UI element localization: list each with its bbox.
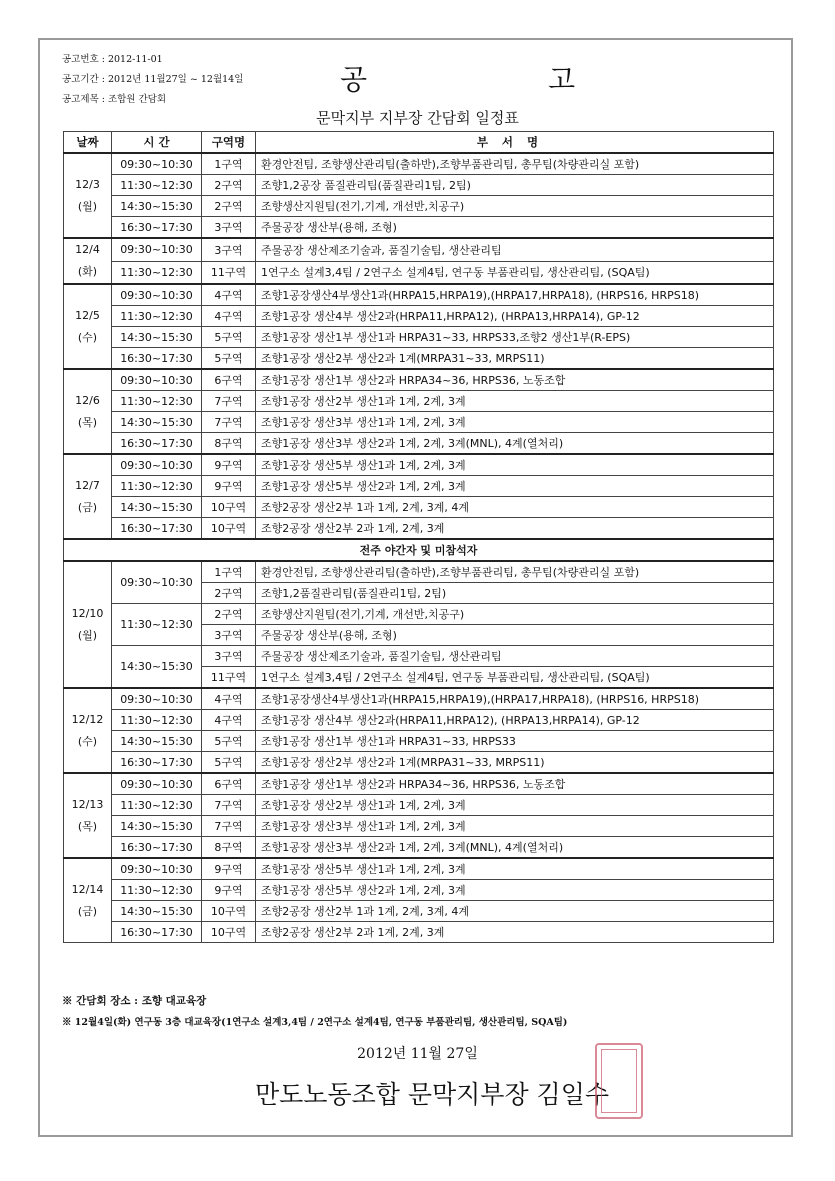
notice-meta [62,50,243,110]
time-cell: 09:30~10:30 [112,369,202,391]
time-cell: 16:30~17:30 [112,217,202,239]
zone-cell: 4구역 [202,710,256,731]
zone-cell: 8구역 [202,433,256,455]
header-zone: 구역명 [202,132,256,154]
time-cell: 11:30~12:30 [112,710,202,731]
table-row [64,284,774,306]
table-row [64,773,774,795]
notice-number: 공고번호 : 2012-11-01 [62,54,163,65]
dept-cell: 조향1공장 생산3부 생산2과 1계, 2계, 3계(MNL), 4계(열처리) [256,433,774,455]
time-cell: 09:30~10:30 [112,561,202,604]
zone-cell: 3구역 [202,646,256,667]
date-cell: 12/14 (금) [64,858,112,943]
zone-cell: 10구역 [202,497,256,518]
zone-cell: 4구역 [202,284,256,306]
zone-cell: 4구역 [202,306,256,327]
dept-cell: 1연구소 설계3,4팀 / 2연구소 설계4팀, 연구동 부품관리팀, 생산관리팀, (SQA팀) [256,667,774,689]
time-cell: 14:30~15:30 [112,646,202,689]
header-dept: 부서명 [256,132,774,154]
time-cell: 11:30~12:30 [112,795,202,816]
dept-cell: 조향1공장생산4부생산1과(HRPA15,HRPA19),(HRPA17,HRPA18), (HRPS16, HRPS18) [256,284,774,306]
table-row [64,369,774,391]
zone-cell: 11구역 [202,667,256,689]
section-label: 전주 야간자 및 미참석자 [64,539,774,561]
schedule-table [63,131,774,943]
zone-cell: 10구역 [202,901,256,922]
zone-cell: 5구역 [202,752,256,774]
time-cell: 11:30~12:30 [112,880,202,901]
time-cell: 14:30~15:30 [112,901,202,922]
time-cell: 11:30~12:30 [112,476,202,497]
table-row [64,604,774,625]
table-row [64,306,774,327]
dept-cell: 조향1,2품질관리팀(품질관리1팀, 2팀) [256,583,774,604]
table-row [64,497,774,518]
table-row [64,731,774,752]
dept-cell: 조향1,2공장 품질관리팀(품질관리1팀, 2팀) [256,175,774,196]
zone-cell: 8구역 [202,837,256,859]
table-row [64,710,774,731]
time-cell: 16:30~17:30 [112,922,202,943]
date-cell: 12/5 (수) [64,284,112,369]
dept-cell: 조향1공장 생산4부 생산2과(HRPA11,HRPA12), (HRPA13,HRPA14), GP-12 [256,710,774,731]
date-cell: 12/6 (목) [64,369,112,454]
seal-stamp-icon [595,1043,643,1119]
time-cell: 16:30~17:30 [112,837,202,859]
time-cell: 16:30~17:30 [112,518,202,540]
time-cell: 14:30~15:30 [112,412,202,433]
issue-date: 2012년 11월 27일 [357,1046,478,1062]
table-row [64,688,774,710]
table-row [64,837,774,859]
dept-cell: 조향1공장 생산4부 생산2과(HRPA11,HRPA12), (HRPA13,HRPA14), GP-12 [256,306,774,327]
table-row [64,816,774,837]
table-row [64,795,774,816]
dept-cell: 조향2공장 생산2부 1과 1계, 2계, 3계, 4계 [256,901,774,922]
zone-cell: 9구역 [202,454,256,476]
date-cell: 12/4 (화) [64,238,112,284]
table-row [64,518,774,540]
table-row [64,412,774,433]
table-row [64,175,774,196]
table-row [64,238,774,261]
zone-cell: 9구역 [202,880,256,901]
date-cell: 12/13 (목) [64,773,112,858]
table-row [64,476,774,497]
table-row [64,196,774,217]
signature: 만도노동조합 문막지부장 김일수 [255,1080,609,1109]
dept-cell: 조향1공장 생산1부 생산2과 HRPA34~36, HRPS36, 노동조합 [256,369,774,391]
dept-cell: 조향1공장 생산3부 생산2과 1계, 2계, 3계(MNL), 4계(열처리) [256,837,774,859]
dept-cell: 조향1공장 생산2부 생산1과 1계, 2계, 3계 [256,795,774,816]
dept-cell: 조향2공장 생산2부 1과 1계, 2계, 3계, 4계 [256,497,774,518]
dept-cell: 조향1공장 생산1부 생산2과 HRPA34~36, HRPS36, 노동조합 [256,773,774,795]
dept-cell: 조향1공장 생산2부 생산2과 1계(MRPA31~33, MRPS11) [256,752,774,774]
table-row [64,391,774,412]
zone-cell: 9구역 [202,858,256,880]
time-cell: 16:30~17:30 [112,752,202,774]
zone-cell: 2구역 [202,175,256,196]
table-row [64,217,774,239]
time-cell: 11:30~12:30 [112,604,202,646]
exception-note: ※ 12월4일(화) 연구동 3층 대교육장(1연구소 설계3,4팀 / 2연구소 설계4팀, 연구동 부품관리팀, 생산관리팀, SQA팀) [62,1017,568,1028]
table-row [64,153,774,175]
zone-cell: 10구역 [202,518,256,540]
zone-cell: 6구역 [202,773,256,795]
dept-cell: 조향1공장 생산5부 생산1과 1계, 2계, 3계 [256,858,774,880]
dept-cell: 환경안전팀, 조향생산관리팀(출하반),조향부품관리팀, 총무팀(차량관리실 포함) [256,561,774,583]
dept-cell: 조향1공장 생산2부 생산1과 1계, 2계, 3계 [256,391,774,412]
dept-cell: 조향1공장생산4부생산1과(HRPA15,HRPA19),(HRPA17,HRPA18), (HRPS16, HRPS18) [256,688,774,710]
dept-cell: 조향1공장 생산5부 생산1과 1계, 2계, 3계 [256,454,774,476]
dept-cell: 조향생산지원팀(전기,기계, 개선반,치공구) [256,196,774,217]
schedule-subtitle: 문막지부 지부장 간담회 일정표 [316,109,519,127]
zone-cell: 2구역 [202,583,256,604]
dept-cell: 환경안전팀, 조향생산관리팀(출하반),조향부품관리팀, 총무팀(차량관리실 포함) [256,153,774,175]
zone-cell: 1구역 [202,561,256,583]
zone-cell: 7구역 [202,795,256,816]
dept-cell: 주물공장 생산부(용해, 조형) [256,217,774,239]
time-cell: 14:30~15:30 [112,816,202,837]
time-cell: 09:30~10:30 [112,858,202,880]
time-cell: 09:30~10:30 [112,153,202,175]
dept-cell: 조향1공장 생산5부 생산2과 1계, 2계, 3계 [256,880,774,901]
zone-cell: 3구역 [202,625,256,646]
header-time: 시 간 [112,132,202,154]
table-row [64,327,774,348]
time-cell: 09:30~10:30 [112,454,202,476]
zone-cell: 5구역 [202,731,256,752]
time-cell: 09:30~10:30 [112,688,202,710]
zone-cell: 5구역 [202,327,256,348]
dept-cell: 조향1공장 생산3부 생산1과 1계, 2계, 3계 [256,412,774,433]
zone-cell: 7구역 [202,391,256,412]
dept-cell: 조향1공장 생산2부 생산2과 1계(MRPA31~33, MRPS11) [256,348,774,370]
time-cell: 16:30~17:30 [112,433,202,455]
time-cell: 11:30~12:30 [112,175,202,196]
dept-cell: 조향2공장 생산2부 2과 1계, 2계, 3계 [256,518,774,540]
dept-cell: 조향1공장 생산3부 생산1과 1계, 2계, 3계 [256,816,774,837]
time-cell: 16:30~17:30 [112,348,202,370]
time-cell: 14:30~15:30 [112,731,202,752]
time-cell: 09:30~10:30 [112,773,202,795]
zone-cell: 11구역 [202,261,256,284]
table-header-row [64,132,774,154]
table-row [64,922,774,943]
time-cell: 09:30~10:30 [112,238,202,261]
table-row [64,752,774,774]
table-row [64,901,774,922]
dept-cell: 조향2공장 생산2부 2과 1계, 2계, 3계 [256,922,774,943]
table-row [64,454,774,476]
table-row [64,561,774,583]
time-cell: 11:30~12:30 [112,261,202,284]
zone-cell: 3구역 [202,217,256,239]
date-cell: 12/3 (월) [64,153,112,238]
notice-period: 공고기간 : 2012년 11월27일 ~ 12월14일 [62,74,244,85]
table-row [64,646,774,667]
dept-cell: 주물공장 생산제조기술과, 품질기술팀, 생산관리팀 [256,238,774,261]
time-cell: 14:30~15:30 [112,327,202,348]
zone-cell: 7구역 [202,816,256,837]
notice-subject: 공고제목 : 조합원 간담회 [62,94,167,105]
time-cell: 09:30~10:30 [112,284,202,306]
date-cell: 12/12 (수) [64,688,112,773]
zone-cell: 10구역 [202,922,256,943]
table-row [64,261,774,284]
dept-cell: 1연구소 설계3,4팀 / 2연구소 설계4팀, 연구동 부품관리팀, 생산관리팀, (SQA팀) [256,261,774,284]
dept-cell: 조향생산지원팀(전기,기계, 개선반,치공구) [256,604,774,625]
header-date: 날짜 [64,132,112,154]
dept-cell: 조향1공장 생산5부 생산2과 1계, 2계, 3계 [256,476,774,497]
zone-cell: 2구역 [202,604,256,625]
notice-title: 공 고 [340,63,661,96]
time-cell: 14:30~15:30 [112,196,202,217]
dept-cell: 조향1공장 생산1부 생산1과 HRPA31~33, HRPS33,조향2 생산1부(R-EPS) [256,327,774,348]
table-row [64,880,774,901]
section-row [64,539,774,561]
date-cell: 12/7 (금) [64,454,112,539]
zone-cell: 5구역 [202,348,256,370]
dept-cell: 주물공장 생산부(용해, 조형) [256,625,774,646]
date-cell: 12/10 (월) [64,561,112,688]
zone-cell: 6구역 [202,369,256,391]
zone-cell: 4구역 [202,688,256,710]
time-cell: 11:30~12:30 [112,391,202,412]
venue-note: ※ 간담회 장소 : 조향 대교육장 [62,995,207,1007]
dept-cell: 주물공장 생산제조기술과, 품질기술팀, 생산관리팀 [256,646,774,667]
time-cell: 14:30~15:30 [112,497,202,518]
zone-cell: 2구역 [202,196,256,217]
zone-cell: 9구역 [202,476,256,497]
table-row [64,858,774,880]
zone-cell: 1구역 [202,153,256,175]
table-row [64,348,774,370]
zone-cell: 3구역 [202,238,256,261]
dept-cell: 조향1공장 생산1부 생산1과 HRPA31~33, HRPS33 [256,731,774,752]
table-row [64,433,774,455]
zone-cell: 7구역 [202,412,256,433]
time-cell: 11:30~12:30 [112,306,202,327]
